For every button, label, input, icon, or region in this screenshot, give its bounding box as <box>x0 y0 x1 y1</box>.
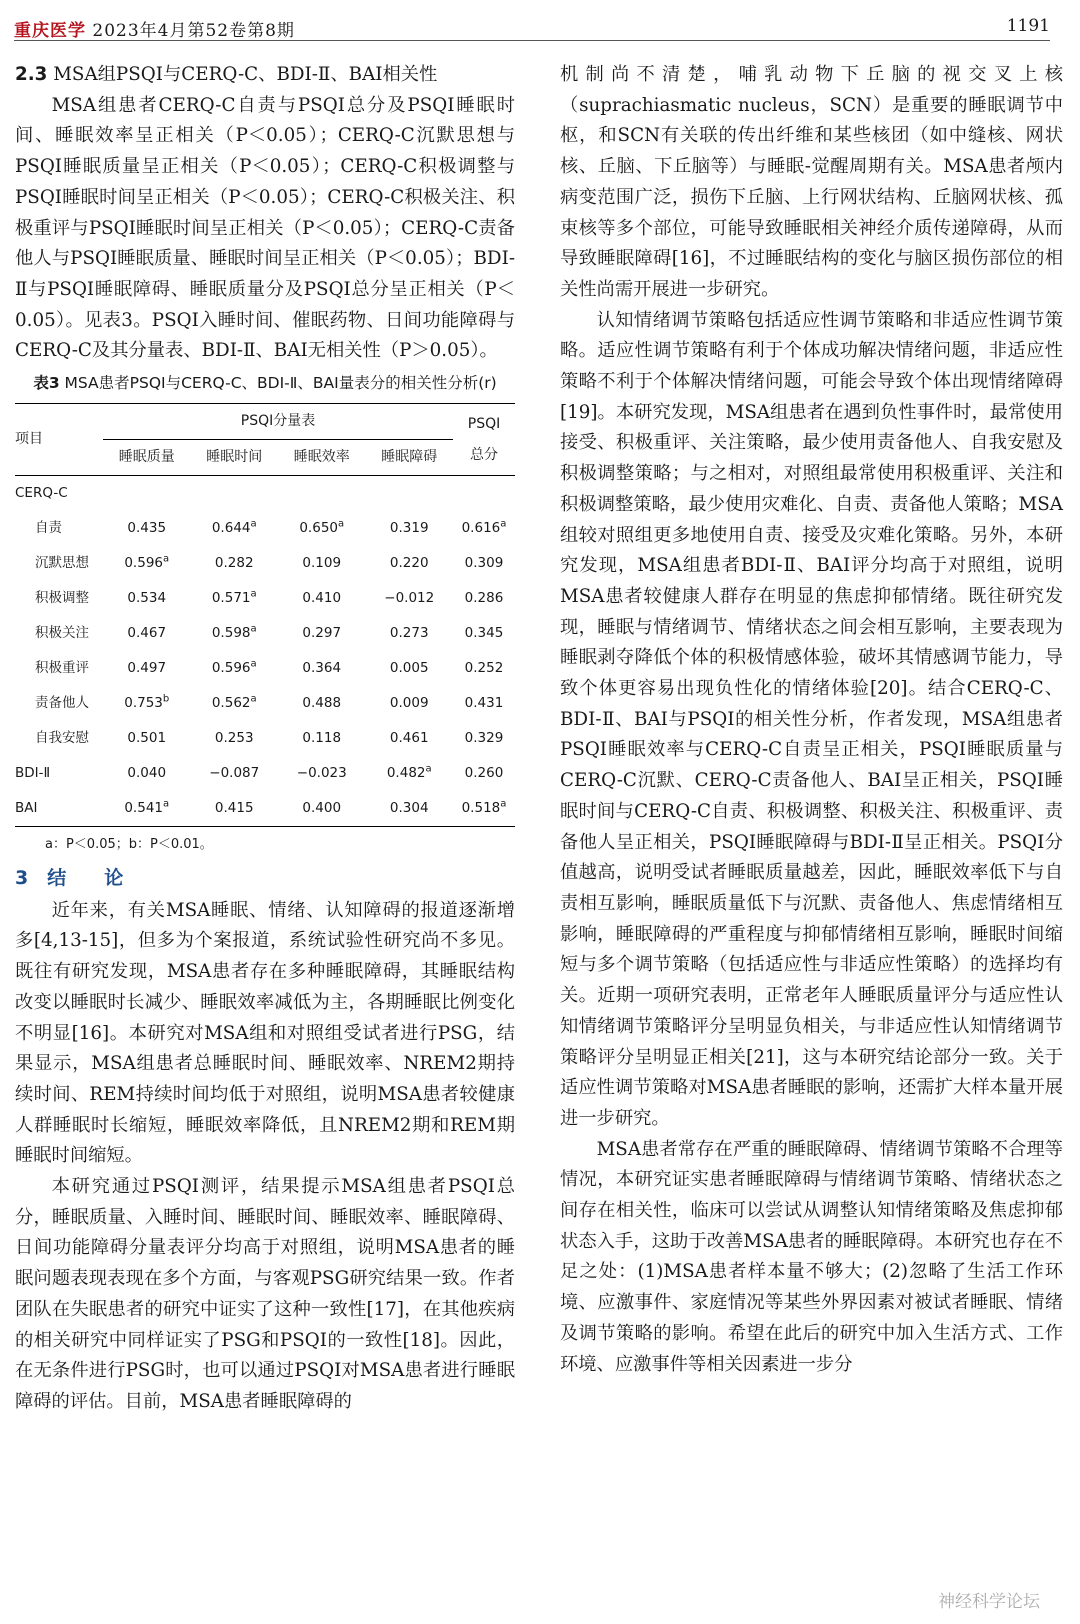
table-cell <box>103 651 191 686</box>
cell-value: 0.273 <box>389 625 429 642</box>
paragraph-1: 近年来，有关MSA睡眠、情绪、认知障碍的报道逐渐增多[4,13-15]，但多为个案报道，系统试验性研究尚不多见。既往有研究发现，MSA患者存在多种睡眠障碍，其睡眠结构改变以睡眠时长减少、睡眠效率减低为主，各期睡眠比例变化不明显[16]。本研究对MSA组和对照组受试者进行PSG，结果显示，MSA组患者总睡眠时间、睡眠效率、NREM2期持续时间、REM持续时间均低于对照组，说明MSA患者较健康人群睡眠时长缩短，睡眠效率降低，且NREM2期和REM期睡眠时间缩短。 <box>15 899 515 1167</box>
table-cell <box>278 581 366 616</box>
table-cell <box>103 511 191 546</box>
col-sleep-efficiency: 睡眠效率 <box>278 440 366 476</box>
cell-value: 0.040 <box>127 765 167 782</box>
table-cell <box>103 686 191 721</box>
table-cell <box>278 756 366 791</box>
cell-value: 0.415 <box>214 800 254 817</box>
cell-value: 0.005 <box>389 660 429 677</box>
table-cell <box>278 651 366 686</box>
table-row <box>15 686 515 721</box>
cell-value: 0.534 <box>127 590 167 607</box>
row-label: 沉默思想 <box>35 555 89 572</box>
table-cell <box>278 511 366 546</box>
table-note: a：P＜0.05；b：P＜0.01。 <box>45 837 213 853</box>
row-label: 自我安慰 <box>35 730 89 747</box>
table-cell <box>366 791 454 827</box>
cell-value: 0.309 <box>464 555 504 572</box>
cell-value: 0.220 <box>389 555 429 572</box>
table-row <box>15 651 515 686</box>
table-cell <box>366 581 454 616</box>
table-cell <box>453 721 515 756</box>
col-sleep-disorder: 睡眠障碍 <box>366 440 454 476</box>
col-item: 项目 <box>15 404 103 476</box>
table-cell <box>453 791 515 827</box>
table-cell <box>278 686 366 721</box>
cell-value: −0.087 <box>209 765 260 782</box>
significance-mark: a <box>500 518 507 530</box>
cell-value: 0.260 <box>464 765 504 782</box>
table-cell <box>103 616 191 651</box>
cell-value: 0.329 <box>464 730 504 747</box>
cell-value: 0.252 <box>464 660 504 677</box>
significance-mark: a <box>250 658 257 670</box>
row-label: BAI <box>15 800 38 817</box>
table-cell <box>191 721 279 756</box>
row-label: 自责 <box>35 520 62 537</box>
cell-value: 0.410 <box>302 590 342 607</box>
section-number: 2.3 <box>15 64 48 85</box>
table-cell <box>278 791 366 827</box>
table-cell <box>103 756 191 791</box>
table-cell <box>191 756 279 791</box>
table-row <box>15 721 515 756</box>
watermark: 神经科学论坛 <box>938 1592 1040 1612</box>
table-cell <box>278 721 366 756</box>
cell-value: −0.012 <box>384 590 435 607</box>
table-row <box>15 616 515 651</box>
cell-value: 0.461 <box>389 730 429 747</box>
table-cell <box>366 651 454 686</box>
cell-value: 0.364 <box>302 660 342 677</box>
journal-issue: 2023年4月第52卷第8期 <box>92 21 295 41</box>
row-label: 积极关注 <box>35 625 89 642</box>
cell-value: 0.009 <box>389 695 429 712</box>
table-cell <box>191 616 279 651</box>
cell-value: 0.616 <box>461 520 501 537</box>
cell-value: 0.541 <box>124 800 163 817</box>
significance-mark: a <box>425 763 432 775</box>
table-cell <box>366 616 454 651</box>
cell-value: 0.435 <box>127 520 167 537</box>
table-cell <box>103 546 191 581</box>
section-title: MSA组PSQI与CERQ-C、BDI-Ⅱ、BAI相关性 <box>53 64 438 85</box>
page-header <box>14 14 1050 40</box>
table-cell <box>191 581 279 616</box>
cell-value: 0.650 <box>299 520 338 537</box>
significance-mark: a <box>163 553 170 565</box>
table-row <box>15 756 515 791</box>
cell-value: 0.118 <box>302 730 342 747</box>
cell-value: 0.297 <box>302 625 342 642</box>
cell-value: 0.431 <box>464 695 504 712</box>
cell-value: 0.518 <box>461 800 501 817</box>
cell-value: 0.304 <box>389 800 429 817</box>
table-cell <box>191 651 279 686</box>
paragraph-4: 认知情绪调节策略包括适应性调节策略和非适应性调节策略。适应性调节策略有利于个体成功解决情绪问题，非适应性策略不利于个体解决情绪问题，可能会导致个体出现情绪障碍[19]。本研究发现，MSA组患者在遇到负性事件时，最常使用接受、积极重评、关注策略，最少使用责备他人、自我安慰及积极调整策略；与之相对，对照组最常使用积极重评、关注和积极调整策略，最少使用灾难化、自责、责备他人策略；MSA组较对照组更多地使用自责、接受及灾难化策略。另外，本研究发现，MSA组患者BDI-Ⅱ、BAI评分均高于对照组，说明MSA患者较健康人群存在明显的焦虑抑郁情绪。既往研究发现，睡眠与情绪调节、情绪状态之间会相互影响，主要表现为睡眠剥夺降低个体的积极情感体验，破坏其情感调节能力，导致个体更容易出现负性化的情绪体验[20]。结合CERQ-C、BDI-Ⅱ、BAI与PSQI的相关性分析，作者发现，MSA组患者PSQI睡眠效率与CERQ-C自责呈正相关，PSQI睡眠质量与CERQ-C沉默、CERQ-C责备他人、BAI呈正相关，PSQI睡眠时间与CERQ-C自责、积极调整、积极关注、积极重评、责备他人呈正相关，PSQI睡眠障碍与BDI-Ⅱ呈正相关。PSQI分值越高，说明受试者睡眠质量越差，因此，睡眠效率低下与自责相互影响，睡眠质量低下与沉默、责备他人、焦虑情绪相互影响，睡眠障碍的严重程度与抑郁情绪相互影响，睡眠时间缩短与多个调节策略（包括适应性与非适应性策略）的选择均有关。近期一项研究表明，正常老年人睡眠质量评分与适应性认知情绪调节策略评分呈明显负相关，与非适应性认知情绪调节策略评分呈明显正相关[21]，这与本研究结论部分一致。关于适应性调节策略对MSA患者睡眠的影响，还需扩大样本量开展进一步研究。 <box>560 309 1063 1129</box>
cell-value: 0.497 <box>127 660 167 677</box>
table-cell <box>191 546 279 581</box>
cell-value: 0.753 <box>124 695 163 712</box>
right-column <box>560 60 1063 1380</box>
significance-mark: a <box>250 623 257 635</box>
group-label-cerq: CERQ-C <box>15 485 68 502</box>
col-psqi-total-l2: 总分 <box>470 446 498 463</box>
table-cell <box>453 651 515 686</box>
significance-mark: a <box>250 518 257 530</box>
table-row <box>15 546 515 581</box>
table-row <box>15 791 515 827</box>
cell-value: 0.282 <box>214 555 254 572</box>
table-row <box>15 581 515 616</box>
section-2-3-body: MSA组患者CERQ-C自责与PSQI总分及PSQI睡眠时间、睡眠效率呈正相关（P＜0.05）；CERQ-C沉默思想与PSQI睡眠质量呈正相关（P＜0.05）；CERQ-C积极调整与PSQI睡眠时间呈正相关（P＜0.05）；CERQ-C积极关注、积极重评与PSQI睡眠时间呈正相关（P＜0.05）；CERQ-C责备他人与PSQI睡眠质量、睡眠时间呈正相关（P＜0.05）；BDI-Ⅱ与PSQI睡眠障碍、睡眠质量分及PSQI总分呈正相关（P＜0.05）。见表3。PSQI入睡时间、催眠药物、日间功能障碍与CERQ-C及其分量表、BDI-Ⅱ、BAI无相关性（P＞0.05）。 <box>15 94 515 362</box>
table-cell <box>366 721 454 756</box>
table-cell <box>278 616 366 651</box>
col-psqi-total <box>453 404 515 476</box>
cell-value: 0.253 <box>214 730 254 747</box>
col-sleep-time: 睡眠时间 <box>191 440 279 476</box>
table-cell <box>191 686 279 721</box>
cell-value: 0.286 <box>464 590 504 607</box>
cell-value: 0.319 <box>389 520 429 537</box>
table-cell <box>453 686 515 721</box>
table-cell <box>103 721 191 756</box>
table-caption <box>15 369 515 397</box>
paragraph-3: 机制尚不清楚，哺乳动物下丘脑的视交叉上核（suprachiasmatic nucleus，SCN）是重要的睡眠调节中枢，和SCN有关联的传出纤维和某些核团（如中缝核、网状核、丘脑、下丘脑等）与睡眠-觉醒周期有关。MSA患者颅内病变范围广泛，损伤下丘脑、上行网状结构、丘脑网状核、孤束核等多个部位，可能导致睡眠相关神经介质传递障碍，从而导致睡眠障碍[16]，不过睡眠结构的变化与脑区损伤部位的相关性尚需开展进一步研究。 <box>560 64 1063 300</box>
table-cell <box>191 511 279 546</box>
cell-value: 0.644 <box>211 520 251 537</box>
table-cell <box>103 791 191 827</box>
cell-value: 0.467 <box>127 625 167 642</box>
row-label: 责备他人 <box>35 695 89 712</box>
header-rule <box>14 40 1050 41</box>
cell-value: 0.109 <box>302 555 342 572</box>
table-cell <box>453 616 515 651</box>
table-cell <box>453 581 515 616</box>
cell-value: 0.501 <box>127 730 167 747</box>
table-cell <box>191 791 279 827</box>
significance-mark: a <box>338 518 345 530</box>
table-3 <box>15 403 515 827</box>
table-cell <box>366 546 454 581</box>
significance-mark: a <box>250 693 257 705</box>
left-column <box>15 60 515 1418</box>
significance-mark: a <box>163 798 170 810</box>
cell-value: −0.023 <box>296 765 347 782</box>
page-number: 1191 <box>1006 16 1050 36</box>
col-group-psqi: PSQI分量表 <box>103 404 453 440</box>
table-cell <box>278 546 366 581</box>
cell-value: 0.488 <box>302 695 342 712</box>
table-cell <box>453 511 515 546</box>
table-cell <box>366 686 454 721</box>
table-title: MSA患者PSQI与CERQ-C、BDI-Ⅱ、BAI量表分的相关性分析(r) <box>64 374 497 393</box>
cell-value: 0.596 <box>211 660 251 677</box>
table-cell <box>103 581 191 616</box>
paragraph-5: MSA患者常存在严重的睡眠障碍、情绪调节策略不合理等情况，本研究证实患者睡眠障碍与情绪调节策略、情绪状态之间存在相关性，临床可以尝试从调整认知情绪策略及焦虑抑郁状态入手，这助于改善MSA患者的睡眠障碍。本研究也存在不足之处：(1)MSA患者样本量不够大；(2)忽略了生活工作环境、应激事件、家庭情况等某些外界因素对被试者睡眠、情绪及调节策略的影响。希望在此后的研究中加入生活方式、工作环境、应激事件等相关因素进一步分 <box>560 1138 1063 1375</box>
table-cell <box>453 756 515 791</box>
cell-value: 0.482 <box>386 765 426 782</box>
cell-value: 0.400 <box>302 800 342 817</box>
cell-value: 0.598 <box>211 625 251 642</box>
table-cell <box>366 756 454 791</box>
table-body <box>15 476 515 827</box>
journal-brand: 重庆医学 <box>14 21 86 41</box>
row-label: BDI-Ⅱ <box>15 765 51 782</box>
row-label: 积极调整 <box>35 590 89 607</box>
section-2-3-heading <box>15 60 515 91</box>
paragraph-2: 本研究通过PSQI测评，结果提示MSA组患者PSQI总分，睡眠质量、入睡时间、睡眠时间、睡眠效率、睡眠障碍、日间功能障碍分量表评分均高于对照组，说明MSA患者的睡眠问题表现表现在多个方面，与客观PSG研究结果一致。作者团队在失眠患者的研究中证实了这种一致性[17]，在其他疾病的相关研究中同样证实了PSG和PSQI的一致性[18]。因此，在无条件进行PSG时，也可以通过PSQI对MSA患者进行睡眠障碍的评估。目前，MSA患者睡眠障碍的 <box>15 1176 515 1412</box>
table-cell <box>453 546 515 581</box>
col-sleep-quality: 睡眠质量 <box>103 440 191 476</box>
journal-info <box>14 16 295 41</box>
table-label: 表3 <box>33 374 60 393</box>
significance-mark: a <box>250 588 257 600</box>
cell-value: 0.571 <box>211 590 251 607</box>
section-3-heading: 3 结 论 <box>15 867 124 890</box>
cell-value: 0.345 <box>464 625 504 642</box>
table-row <box>15 511 515 546</box>
table-cell <box>366 511 454 546</box>
cell-value: 0.596 <box>124 555 163 572</box>
cell-value: 0.562 <box>211 695 251 712</box>
significance-mark: a <box>500 798 507 810</box>
significance-mark: b <box>162 693 170 705</box>
col-psqi-total-l1: PSQI <box>467 415 501 432</box>
row-label: 积极重评 <box>35 660 89 677</box>
